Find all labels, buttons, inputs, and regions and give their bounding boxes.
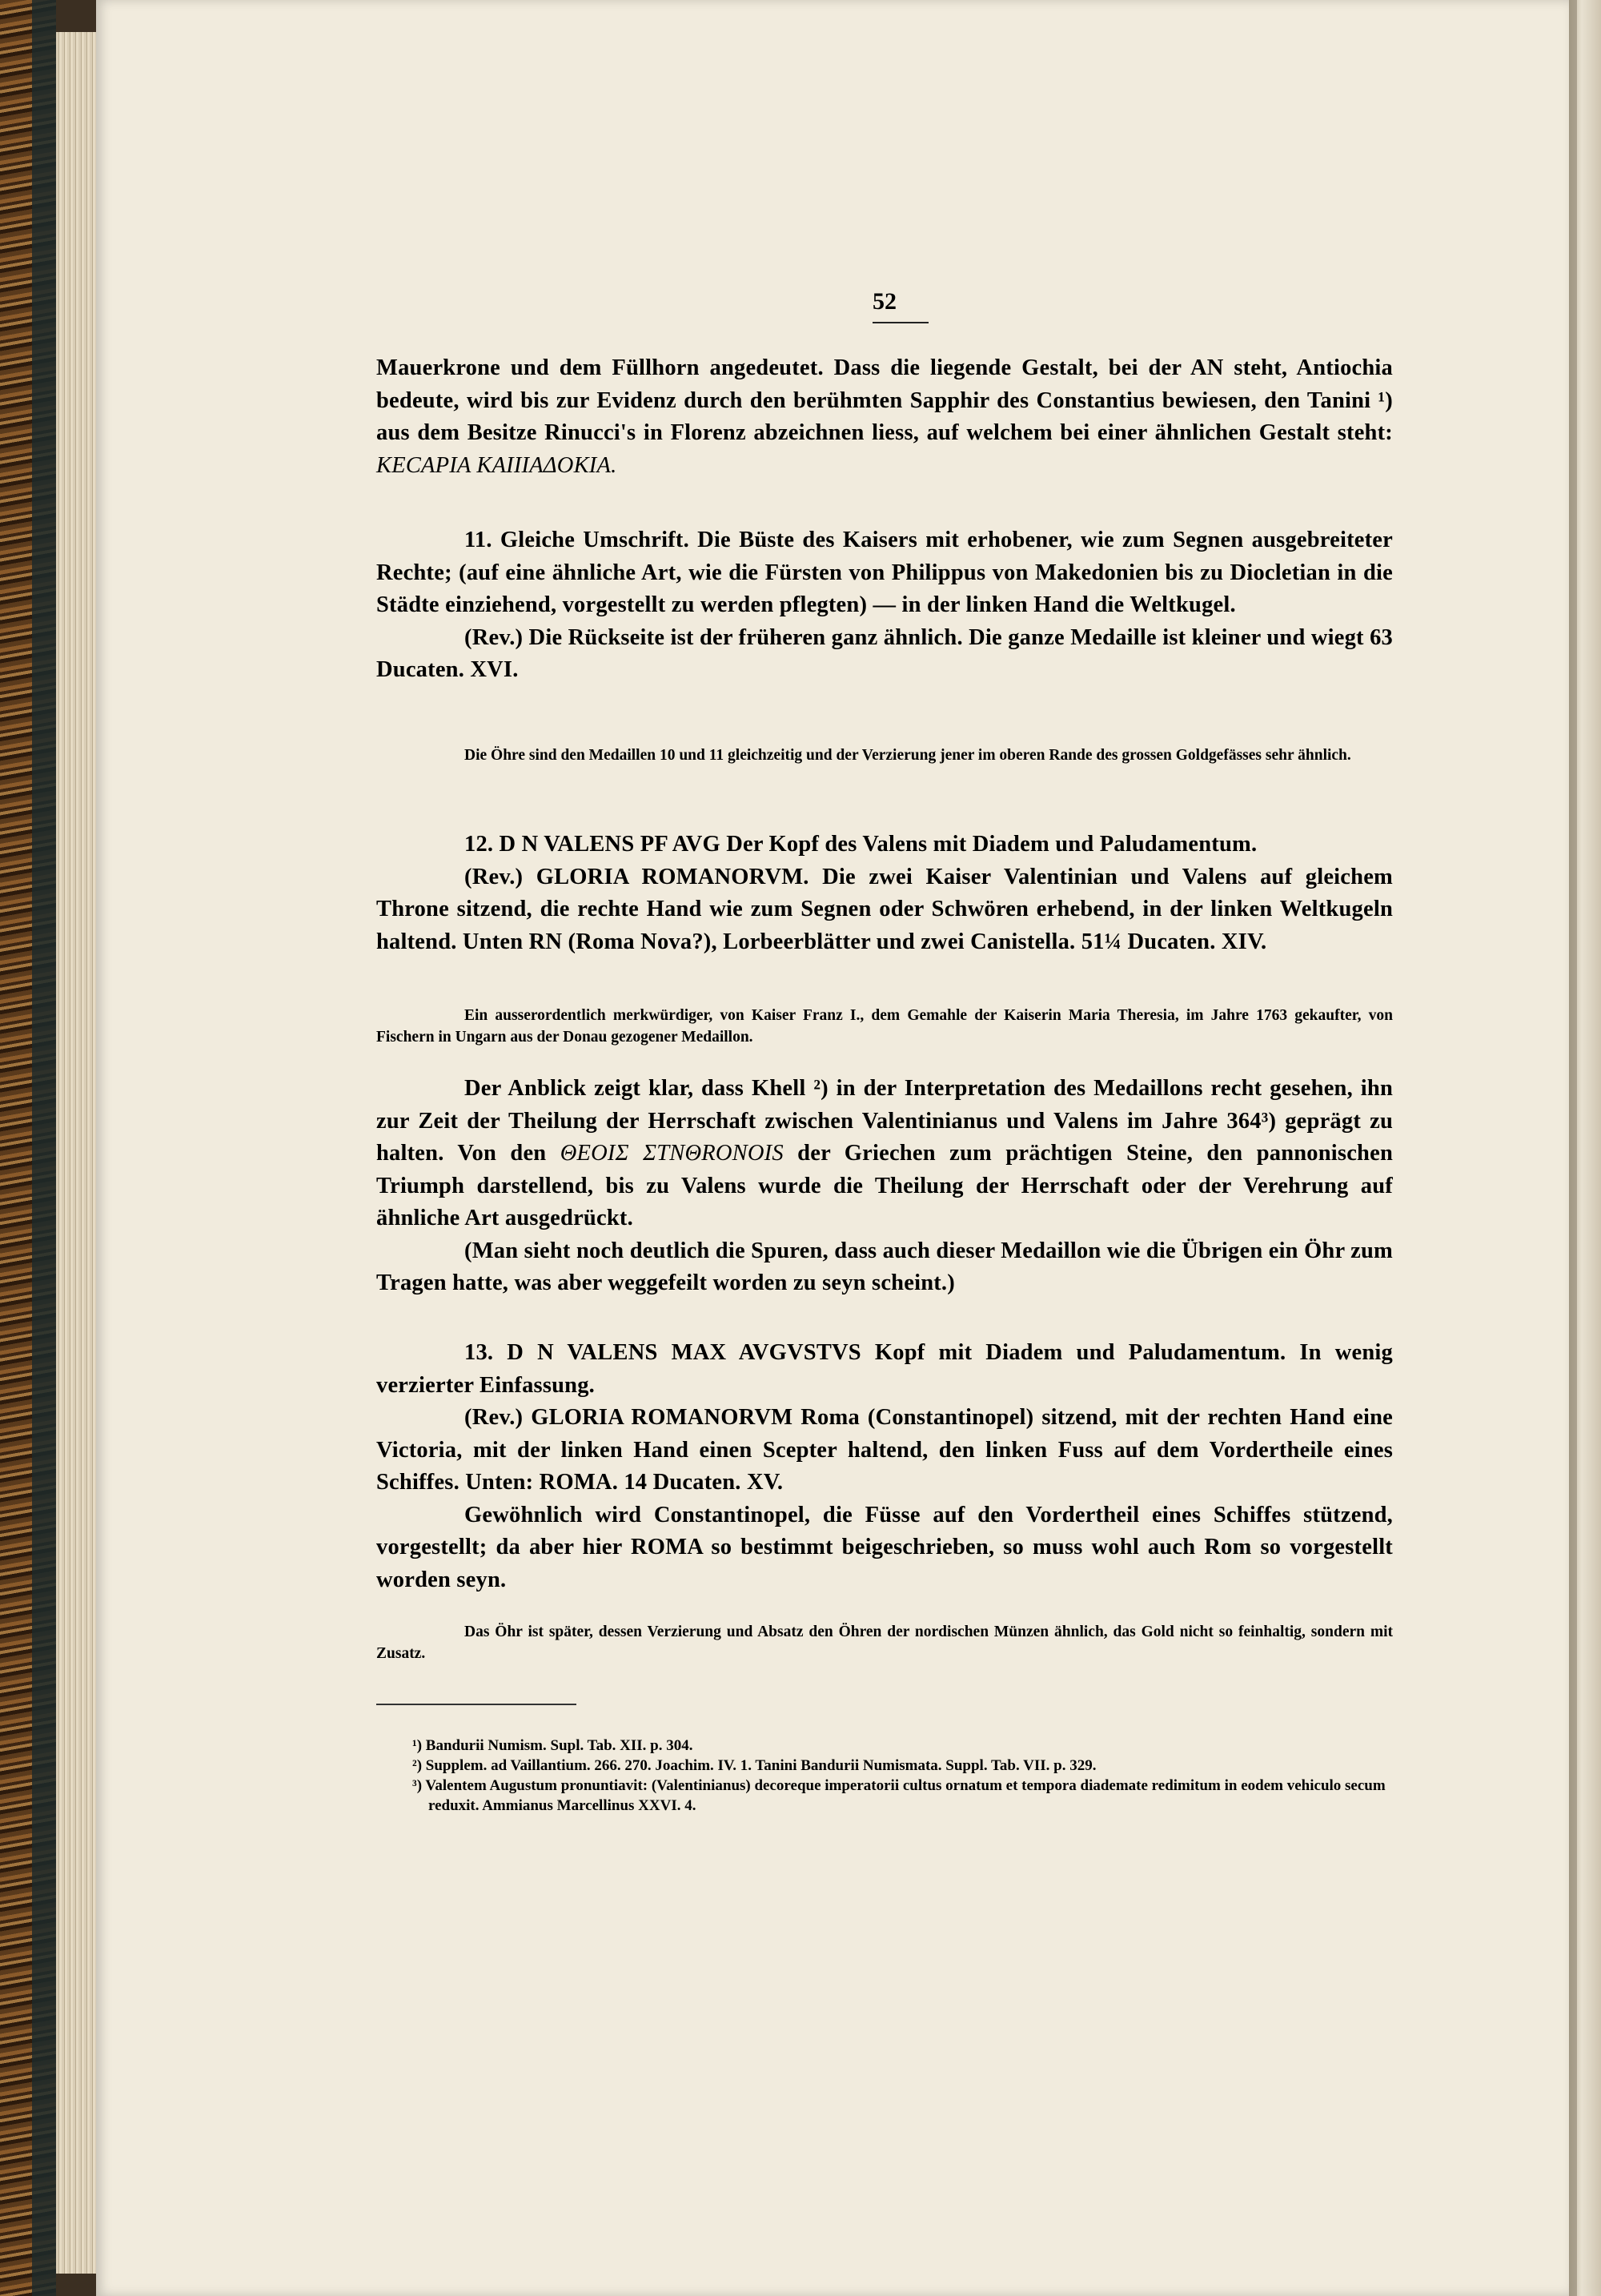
item-12-reverse: (Rev.) GLORIA ROMANORVM. Die zwei Kaiser Valentinian und Valens auf gleichem Throne sitzend, die rechte Hand wie zum Segnen oder Schwören erhebend, in der linken Weltkugeln haltend. Unten RN (Roma Nova?), Lorbeerblätter und zwei Canistella. 51¼ Ducaten. XIV. <box>376 864 1393 954</box>
footnote-3: ³) Valentem Augustum pronuntiavit: (Valentinianus) decoreque imperatorii cultus ornatum et tempora diademate redimitum in eodem vehiculo secum reduxit. Ammianus Marcellinus XXVI. 4. <box>412 1777 1386 1814</box>
footnotes <box>412 1736 1393 1816</box>
paragraph-khell-text: Der Anblick zeigt klar, dass Khell ²) in der Interpretation des Medaillons recht gesehen, ihn zur Zeit der Theilung der Herrschaft zwischen Valentinianus und Valens im Jahre 364³) geprägt zu halten. Von den <box>376 1076 1393 1166</box>
paragraph-antiochia-text: Mauerkrone und dem Füllhorn angedeutet. Dass die liegende Gestalt, bei der AN steht, Antiochia bedeute, wird bis zur Evidenz durch den berühmten Sapphir des Constantius bewiesen, den Tanini ¹) aus dem Besitze Rinucci's in Florenz abzeichnen liess, auf welchem bei einer ähnlichen Gestalt steht: <box>376 355 1393 445</box>
item-13-reverse: (Rev.) GLORIA ROMANORVM Roma (Constantinopel) sitzend, mit der rechten Hand eine Victoria, mit der linken Hand einen Scepter haltend, den linken Fuss auf dem Vordertheile eines Schiffes. Unten: ROMA. 14 Ducaten. XV. <box>376 1405 1393 1495</box>
greek-inscription-kecapia: KECAPIA KAIIIAΔOKIA. <box>376 452 617 478</box>
binding-spine-strip <box>32 0 56 2296</box>
greek-inscription-theois: ΘEOIΣ ΣTNΘRONOIS <box>560 1141 784 1166</box>
item-13-text: 13. D N VALENS MAX AVGVSTVS Kopf mit Diadem und Paludamentum. In wenig verzierter Einfassung. <box>376 1340 1393 1398</box>
item-11-text: 11. Gleiche Umschrift. Die Büste des Kaisers mit erhobener, wie zum Segnen ausgebreiteter Rechte; (auf eine ähnliche Art, wie die Fürsten von Philippus von Makedonien bis zu Diocletian in die Städte einziehend, vorgestellt zu werden pflegten) — in der linken Hand die Weltkugel. <box>376 528 1393 617</box>
item-13 <box>376 1337 1393 1596</box>
item-12-text: 12. D N VALENS PF AVG Der Kopf des Valens mit Diadem und Paludamentum. <box>464 832 1258 857</box>
note-11 <box>376 745 1393 766</box>
note-13-text: Das Öhr ist später, dessen Verzierung und Absatz den Öhren der nordischen Münzen ähnlich, das Gold nicht so feinhaltig, sondern mit Zusatz. <box>376 1624 1393 1662</box>
note-11-text: Die Öhre sind den Medaillen 10 und 11 gleichzeitig und der Verzierung jener im oberen Rande des grossen Goldgefässes sehr ähnlich. <box>464 747 1351 764</box>
note-12-text: Ein ausserordentlich merkwürdiger, von Kaiser Franz I., dem Gemahle der Kaiserin Maria Theresia, im Jahre 1763 gekaufter, von Fischern in Ungarn aus der Donau gezogener Medaillon. <box>376 1007 1393 1046</box>
right-edge-shadow <box>1569 0 1577 2296</box>
paragraph-spuren: (Man sieht noch deutlich die Spuren, dass auch dieser Medaillon wie die Übrigen ein Öhr zum Tragen hatte, was aber weggefeilt worden zu seyn scheint.) <box>376 1238 1393 1295</box>
item-11-reverse: (Rev.) Die Rückseite ist der früheren ganz ähnlich. Die ganze Medaille ist kleiner und wiegt 63 Ducaten. XVI. <box>376 624 1393 682</box>
note-13 <box>376 1621 1393 1664</box>
paragraph-constantinopel: Gewöhnlich wird Constantinopel, die Füsse auf den Vordertheil eines Schiffes stützend, vorgestellt; da aber hier ROMA so bestimmt beigeschrieben, so muss wohl auch Rom so vorgestellt worden seyn. <box>376 1502 1393 1592</box>
footnote-2: ²) Supplem. ad Vaillantium. 266. 270. Joachim. IV. 1. Tanini Bandurii Numismata. Suppl. Tab. VII. p. 329. <box>412 1757 1097 1774</box>
note-12 <box>376 1005 1393 1048</box>
paragraph-khell <box>376 1073 1393 1300</box>
page-number: 52 <box>873 288 897 315</box>
paragraph-khell-end: der Griechen zum prächtigen Steine, den pannonischen Triumph darstellend, bis zu Valens wurde die Theilung der Herrschaft oder der Verehrung auf ähnliche Art ausgedrückt. <box>376 1141 1393 1230</box>
item-12 <box>376 829 1393 958</box>
footnote-1: ¹) Bandurii Numism. Supl. Tab. XII. p. 304. <box>412 1737 693 1754</box>
page-number-rule <box>873 322 929 323</box>
item-11 <box>376 524 1393 687</box>
paragraph-antiochia <box>376 352 1393 482</box>
footnote-rule <box>376 1704 576 1705</box>
